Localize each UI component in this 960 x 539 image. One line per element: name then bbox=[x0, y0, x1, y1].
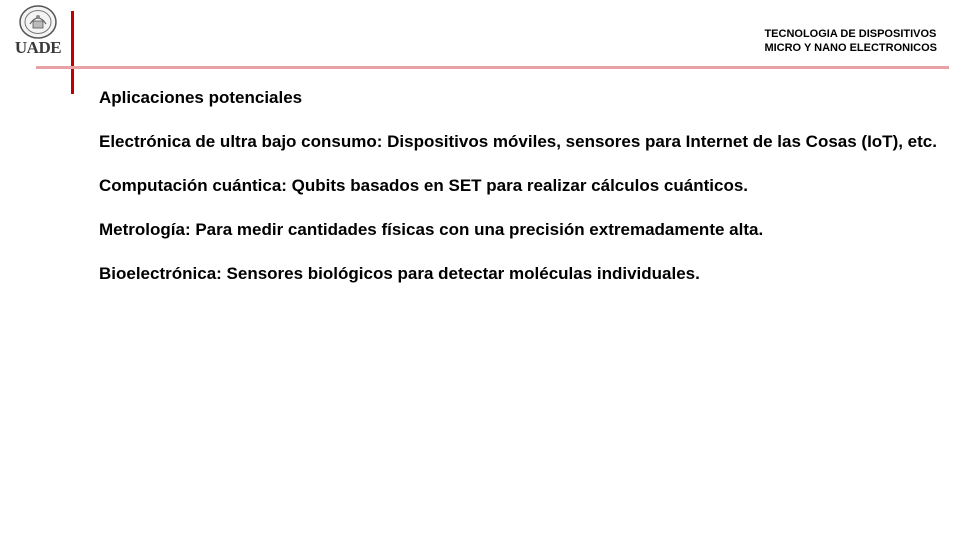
uade-logo bbox=[8, 4, 68, 60]
header-divider bbox=[36, 66, 949, 69]
slide-content bbox=[99, 87, 939, 307]
university-seal-icon bbox=[18, 4, 58, 40]
application-item: Bioelectrónica: Sensores biológicos para detectar moléculas individuales. bbox=[99, 264, 700, 283]
course-title-line-2: MICRO Y NANO ELECTRONICOS bbox=[764, 42, 937, 54]
application-item: Computación cuántica: Qubits basados en SET para realizar cálculos cuánticos. bbox=[99, 176, 749, 195]
vertical-accent-line bbox=[71, 11, 74, 94]
course-title-line-1: TECNOLOGIA DE DISPOSITIVOS bbox=[764, 28, 937, 40]
logo-text: UADE bbox=[14, 38, 62, 57]
slide-heading: Aplicaciones potenciales bbox=[99, 88, 303, 107]
application-item: Electrónica de ultra bajo consumo: Dispositivos móviles, sensores para Internet de las Cosas (IoT), etc. bbox=[99, 132, 937, 151]
course-title bbox=[764, 27, 937, 55]
application-item: Metrología: Para medir cantidades físicas con una precisión extremadamente alta. bbox=[99, 220, 764, 239]
